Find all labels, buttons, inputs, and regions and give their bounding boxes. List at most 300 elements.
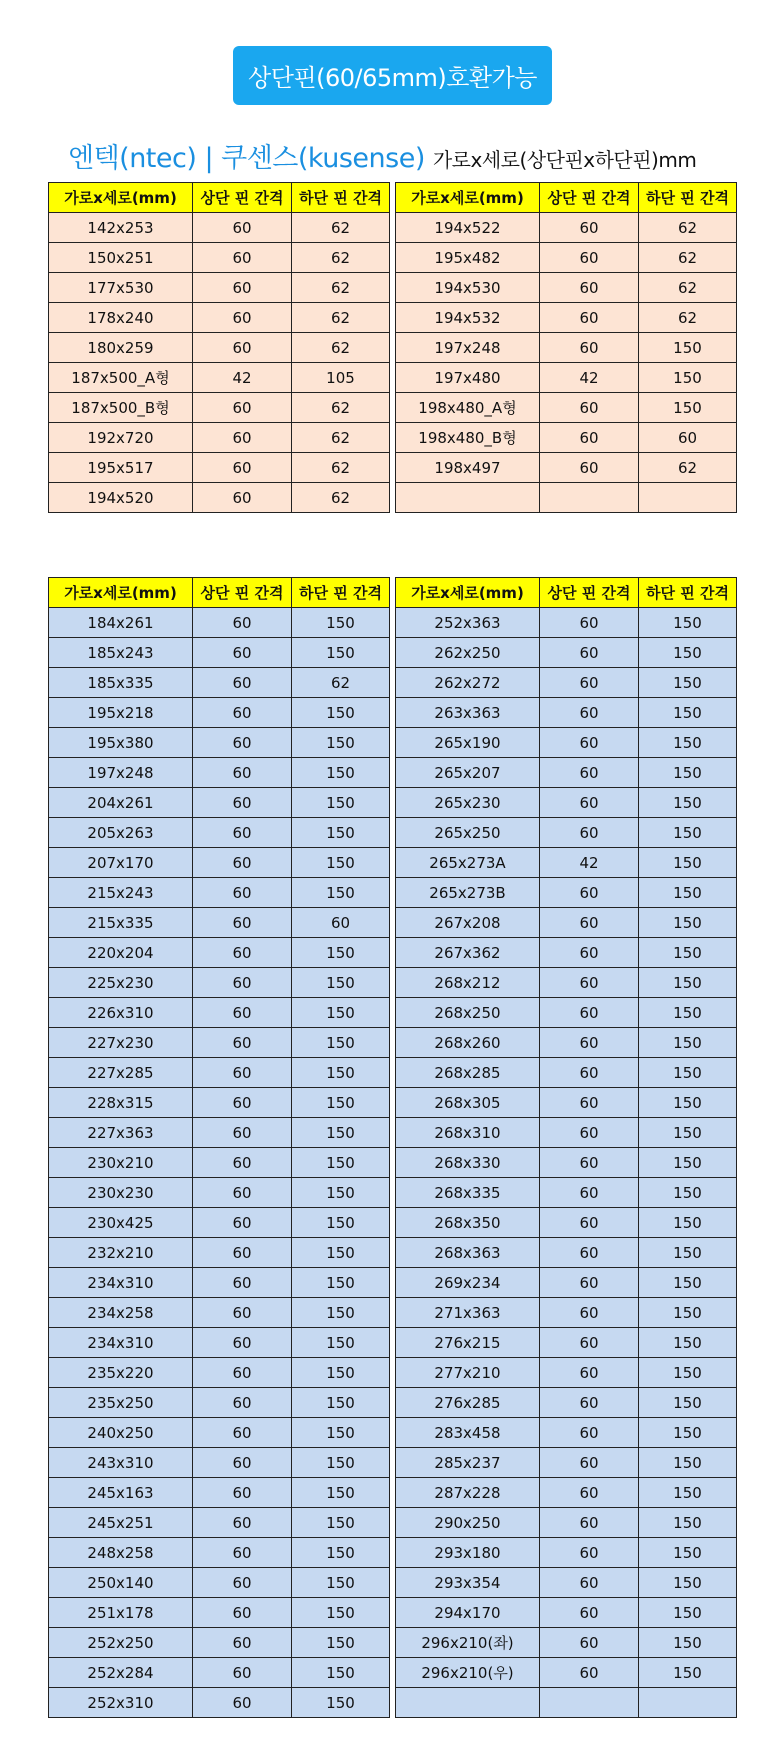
cell-bottom-pin: 150 bbox=[639, 638, 737, 668]
table-row bbox=[49, 303, 390, 333]
cell-top-pin: 60 bbox=[540, 1508, 639, 1538]
cell-bottom-pin: 62 bbox=[292, 273, 390, 303]
cell-top-pin: 60 bbox=[193, 1298, 292, 1328]
cell-size: 198x480_B형 bbox=[396, 423, 540, 453]
cell-size: 293x180 bbox=[396, 1538, 540, 1568]
cell-top-pin: 60 bbox=[540, 668, 639, 698]
cell-size: 245x163 bbox=[49, 1478, 193, 1508]
table-row bbox=[49, 213, 390, 243]
cell-top-pin: 60 bbox=[540, 1208, 639, 1238]
table-row bbox=[49, 698, 390, 728]
cell-top-pin: 60 bbox=[193, 788, 292, 818]
brand-title: 엔텍(ntec) | 쿠센스(kusense) bbox=[68, 143, 425, 174]
cell-size: 287x228 bbox=[396, 1478, 540, 1508]
cell-bottom-pin: 150 bbox=[292, 878, 390, 908]
cell-bottom-pin: 150 bbox=[639, 1508, 737, 1538]
cell-size: 150x251 bbox=[49, 243, 193, 273]
cell-bottom-pin: 150 bbox=[292, 788, 390, 818]
cell-bottom-pin: 150 bbox=[639, 1628, 737, 1658]
cell-size: 265x250 bbox=[396, 818, 540, 848]
cell-top-pin: 60 bbox=[540, 393, 639, 423]
cell-top-pin: 60 bbox=[193, 423, 292, 453]
cell-top-pin: 60 bbox=[540, 1628, 639, 1658]
cell-top-pin: 60 bbox=[193, 333, 292, 363]
header-bottom-pin: 하단 핀 간격 bbox=[639, 183, 737, 213]
cell-size: 230x230 bbox=[49, 1178, 193, 1208]
cell-bottom-pin: 150 bbox=[639, 788, 737, 818]
cell-top-pin: 60 bbox=[193, 638, 292, 668]
cell-top-pin: 60 bbox=[193, 1208, 292, 1238]
cell-top-pin: 60 bbox=[193, 878, 292, 908]
cell-top-pin: 60 bbox=[193, 393, 292, 423]
table-row bbox=[49, 1328, 390, 1358]
cell-bottom-pin: 150 bbox=[639, 363, 737, 393]
cell-top-pin: 60 bbox=[193, 668, 292, 698]
cell-size: 268x260 bbox=[396, 1028, 540, 1058]
cell-size: 252x363 bbox=[396, 608, 540, 638]
cell-top-pin: 60 bbox=[193, 1508, 292, 1538]
cell-size: 271x363 bbox=[396, 1298, 540, 1328]
table-row bbox=[49, 273, 390, 303]
table-row bbox=[49, 848, 390, 878]
cell-bottom-pin: 150 bbox=[639, 1148, 737, 1178]
table-row bbox=[396, 878, 737, 908]
cell-top-pin: 60 bbox=[193, 1238, 292, 1268]
cell-size: 195x517 bbox=[49, 453, 193, 483]
cell-bottom-pin: 60 bbox=[639, 423, 737, 453]
cell-bottom-pin: 150 bbox=[292, 818, 390, 848]
cell-top-pin: 60 bbox=[540, 638, 639, 668]
cell-size: 243x310 bbox=[49, 1448, 193, 1478]
table-row bbox=[49, 1268, 390, 1298]
cell-top-pin: 60 bbox=[193, 938, 292, 968]
cell-size: 251x178 bbox=[49, 1598, 193, 1628]
cell-size: 215x335 bbox=[49, 908, 193, 938]
cell-size: 234x258 bbox=[49, 1298, 193, 1328]
cell-size: 220x204 bbox=[49, 938, 193, 968]
cell-bottom-pin: 62 bbox=[639, 273, 737, 303]
cell-bottom-pin: 150 bbox=[292, 1568, 390, 1598]
cell-bottom-pin: 150 bbox=[292, 1538, 390, 1568]
table-row bbox=[396, 1478, 737, 1508]
table-row bbox=[396, 998, 737, 1028]
cell-size: 195x380 bbox=[49, 728, 193, 758]
cell-bottom-pin: 150 bbox=[292, 1478, 390, 1508]
table-row bbox=[396, 818, 737, 848]
cell-size: 194x530 bbox=[396, 273, 540, 303]
cell-size: 262x272 bbox=[396, 668, 540, 698]
cell-size: 198x480_A형 bbox=[396, 393, 540, 423]
table-row bbox=[396, 1298, 737, 1328]
cell-top-pin: 60 bbox=[540, 1538, 639, 1568]
cell-size: 180x259 bbox=[49, 333, 193, 363]
cell-size: 276x285 bbox=[396, 1388, 540, 1418]
cell-size: 252x310 bbox=[49, 1688, 193, 1718]
cell-top-pin: 60 bbox=[540, 878, 639, 908]
cell-bottom-pin: 150 bbox=[639, 1358, 737, 1388]
cell-top-pin: 60 bbox=[540, 1388, 639, 1418]
table-row bbox=[396, 1058, 737, 1088]
cell-bottom-pin: 150 bbox=[639, 1388, 737, 1418]
table-row bbox=[396, 363, 737, 393]
cell-size: 207x170 bbox=[49, 848, 193, 878]
cell-bottom-pin: 150 bbox=[292, 1508, 390, 1538]
cell-size: 192x720 bbox=[49, 423, 193, 453]
cell-bottom-pin: 150 bbox=[292, 1658, 390, 1688]
table-row bbox=[49, 1508, 390, 1538]
cell-top-pin: 60 bbox=[193, 1418, 292, 1448]
cell-size: 263x363 bbox=[396, 698, 540, 728]
cell-bottom-pin: 150 bbox=[639, 698, 737, 728]
cell-top-pin: 60 bbox=[540, 938, 639, 968]
cell-bottom-pin: 62 bbox=[292, 483, 390, 513]
table-row bbox=[49, 728, 390, 758]
cell-bottom-pin: 150 bbox=[292, 1178, 390, 1208]
table-row bbox=[49, 1088, 390, 1118]
cell-bottom-pin: 150 bbox=[292, 968, 390, 998]
cell-top-pin: 60 bbox=[540, 1598, 639, 1628]
cell-size: 296x210(우) bbox=[396, 1658, 540, 1688]
table-row bbox=[49, 998, 390, 1028]
cell-size: 178x240 bbox=[49, 303, 193, 333]
cell-bottom-pin: 150 bbox=[292, 1028, 390, 1058]
cell-size: 194x522 bbox=[396, 213, 540, 243]
cell-top-pin: 60 bbox=[193, 483, 292, 513]
cell-top-pin: 60 bbox=[540, 1148, 639, 1178]
cell-bottom-pin: 150 bbox=[639, 1028, 737, 1058]
cell-size: 268x250 bbox=[396, 998, 540, 1028]
cell-top-pin: 60 bbox=[540, 423, 639, 453]
dimension-spec-label: 가로x세로(상단핀x하단핀)mm bbox=[432, 148, 697, 172]
table-row bbox=[49, 1208, 390, 1238]
cell-bottom-pin: 150 bbox=[639, 878, 737, 908]
table-row bbox=[396, 608, 737, 638]
cell-bottom-pin: 150 bbox=[639, 758, 737, 788]
cell-top-pin: 42 bbox=[540, 848, 639, 878]
table-row bbox=[49, 333, 390, 363]
cell-bottom-pin: 105 bbox=[292, 363, 390, 393]
cell-size: 235x220 bbox=[49, 1358, 193, 1388]
table-row bbox=[49, 1598, 390, 1628]
cell-size: 215x243 bbox=[49, 878, 193, 908]
cell-top-pin: 60 bbox=[193, 453, 292, 483]
cell-top-pin: 60 bbox=[540, 818, 639, 848]
cell-bottom-pin: 150 bbox=[292, 848, 390, 878]
cell-top-pin: 60 bbox=[540, 1658, 639, 1688]
cell-top-pin: 60 bbox=[193, 758, 292, 788]
table-row bbox=[49, 423, 390, 453]
cell-top-pin: 60 bbox=[193, 1388, 292, 1418]
cell-top-pin: 42 bbox=[193, 363, 292, 393]
cell-size: 252x250 bbox=[49, 1628, 193, 1658]
cell-size: 234x310 bbox=[49, 1268, 193, 1298]
cell-size: 226x310 bbox=[49, 998, 193, 1028]
cell-size: 245x251 bbox=[49, 1508, 193, 1538]
cell-bottom-pin: 150 bbox=[292, 758, 390, 788]
cell-size: 194x532 bbox=[396, 303, 540, 333]
cell-top-pin: 60 bbox=[540, 968, 639, 998]
cell-top-pin: 60 bbox=[193, 1148, 292, 1178]
cell-size: 285x237 bbox=[396, 1448, 540, 1478]
table-row bbox=[49, 483, 390, 513]
cell-top-pin bbox=[540, 1688, 639, 1718]
cell-size: 177x530 bbox=[49, 273, 193, 303]
cell-size: 252x284 bbox=[49, 1658, 193, 1688]
cell-size: 142x253 bbox=[49, 213, 193, 243]
cell-bottom-pin: 150 bbox=[292, 1298, 390, 1328]
header-bottom-pin: 하단 핀 간격 bbox=[292, 183, 390, 213]
cell-size: 268x330 bbox=[396, 1148, 540, 1178]
cell-top-pin: 60 bbox=[193, 273, 292, 303]
cell-top-pin: 60 bbox=[540, 1328, 639, 1358]
cell-bottom-pin: 60 bbox=[292, 908, 390, 938]
table-row bbox=[49, 1118, 390, 1148]
table-row bbox=[49, 1628, 390, 1658]
table-row bbox=[396, 1178, 737, 1208]
cell-size: 265x273B bbox=[396, 878, 540, 908]
cell-top-pin: 60 bbox=[540, 1058, 639, 1088]
cell-size: 265x273A bbox=[396, 848, 540, 878]
table-row bbox=[49, 1418, 390, 1448]
cell-bottom-pin: 150 bbox=[292, 1418, 390, 1448]
cell-bottom-pin: 150 bbox=[639, 1328, 737, 1358]
cell-bottom-pin: 150 bbox=[639, 333, 737, 363]
table-row bbox=[396, 638, 737, 668]
header-bottom-pin: 하단 핀 간격 bbox=[292, 578, 390, 608]
table-row bbox=[396, 758, 737, 788]
cell-size: 267x362 bbox=[396, 938, 540, 968]
cell-top-pin: 60 bbox=[540, 303, 639, 333]
table-row bbox=[396, 1658, 737, 1688]
cell-size: 227x230 bbox=[49, 1028, 193, 1058]
table-row bbox=[396, 1388, 737, 1418]
cell-top-pin: 42 bbox=[540, 363, 639, 393]
table-row bbox=[49, 1568, 390, 1598]
table-row bbox=[49, 363, 390, 393]
cell-top-pin: 60 bbox=[540, 1238, 639, 1268]
cell-bottom-pin: 150 bbox=[639, 608, 737, 638]
cell-size: 268x350 bbox=[396, 1208, 540, 1238]
table-row bbox=[49, 818, 390, 848]
cell-top-pin bbox=[540, 483, 639, 513]
cell-size bbox=[396, 483, 540, 513]
cell-top-pin: 60 bbox=[540, 1478, 639, 1508]
cell-bottom-pin: 150 bbox=[639, 818, 737, 848]
cell-top-pin: 60 bbox=[193, 1448, 292, 1478]
header-size: 가로x세로(mm) bbox=[49, 578, 193, 608]
cell-top-pin: 60 bbox=[193, 1628, 292, 1658]
cell-bottom-pin: 150 bbox=[292, 1118, 390, 1148]
cell-size: 187x500_B형 bbox=[49, 393, 193, 423]
cell-top-pin: 60 bbox=[193, 908, 292, 938]
cell-size: 262x250 bbox=[396, 638, 540, 668]
table-row bbox=[396, 1508, 737, 1538]
cell-top-pin: 60 bbox=[540, 1568, 639, 1598]
cell-top-pin: 60 bbox=[193, 1538, 292, 1568]
table-row bbox=[396, 423, 737, 453]
cell-top-pin: 60 bbox=[193, 608, 292, 638]
table-row bbox=[49, 1658, 390, 1688]
cell-bottom-pin: 150 bbox=[292, 938, 390, 968]
table-row bbox=[396, 1598, 737, 1628]
cell-bottom-pin: 150 bbox=[639, 848, 737, 878]
cell-bottom-pin: 62 bbox=[639, 453, 737, 483]
cell-size: 296x210(좌) bbox=[396, 1628, 540, 1658]
table1-left bbox=[48, 182, 390, 513]
cell-size: 197x480 bbox=[396, 363, 540, 393]
cell-top-pin: 60 bbox=[540, 333, 639, 363]
cell-top-pin: 60 bbox=[193, 303, 292, 333]
cell-bottom-pin: 150 bbox=[292, 1448, 390, 1478]
cell-bottom-pin: 150 bbox=[639, 938, 737, 968]
cell-size: 234x310 bbox=[49, 1328, 193, 1358]
cell-top-pin: 60 bbox=[193, 848, 292, 878]
cell-size: 227x285 bbox=[49, 1058, 193, 1088]
cell-bottom-pin: 150 bbox=[292, 1598, 390, 1628]
header-size: 가로x세로(mm) bbox=[396, 183, 540, 213]
cell-top-pin: 60 bbox=[193, 1088, 292, 1118]
cell-bottom-pin: 150 bbox=[639, 1448, 737, 1478]
table-row bbox=[396, 1208, 737, 1238]
cell-size: 228x315 bbox=[49, 1088, 193, 1118]
cell-top-pin: 60 bbox=[540, 1178, 639, 1208]
cell-bottom-pin: 150 bbox=[292, 1628, 390, 1658]
cell-top-pin: 60 bbox=[193, 698, 292, 728]
cell-size: 197x248 bbox=[49, 758, 193, 788]
cell-size: 235x250 bbox=[49, 1388, 193, 1418]
cell-top-pin: 60 bbox=[193, 1358, 292, 1388]
cell-bottom-pin bbox=[639, 483, 737, 513]
cell-bottom-pin: 150 bbox=[639, 1268, 737, 1298]
cell-bottom-pin: 150 bbox=[639, 1538, 737, 1568]
cell-bottom-pin: 62 bbox=[639, 303, 737, 333]
cell-bottom-pin: 150 bbox=[639, 1058, 737, 1088]
cell-size: 290x250 bbox=[396, 1508, 540, 1538]
cell-top-pin: 60 bbox=[540, 243, 639, 273]
cell-size: 194x520 bbox=[49, 483, 193, 513]
cell-bottom-pin: 150 bbox=[639, 1658, 737, 1688]
cell-size: 268x363 bbox=[396, 1238, 540, 1268]
cell-size: 184x261 bbox=[49, 608, 193, 638]
table-row bbox=[49, 908, 390, 938]
cell-bottom-pin: 150 bbox=[639, 728, 737, 758]
cell-size: 277x210 bbox=[396, 1358, 540, 1388]
table-row bbox=[396, 1118, 737, 1148]
cell-size: 276x215 bbox=[396, 1328, 540, 1358]
cell-top-pin: 60 bbox=[540, 1358, 639, 1388]
table-row bbox=[396, 1418, 737, 1448]
cell-top-pin: 60 bbox=[540, 1268, 639, 1298]
cell-bottom-pin: 150 bbox=[639, 1478, 737, 1508]
cell-bottom-pin: 150 bbox=[639, 1568, 737, 1598]
table-row bbox=[49, 788, 390, 818]
cell-top-pin: 60 bbox=[193, 1328, 292, 1358]
cell-top-pin: 60 bbox=[193, 998, 292, 1028]
table-row bbox=[396, 938, 737, 968]
cell-bottom-pin: 150 bbox=[639, 1178, 737, 1208]
table-row bbox=[49, 608, 390, 638]
table-row bbox=[396, 1628, 737, 1658]
cell-top-pin: 60 bbox=[540, 758, 639, 788]
cell-top-pin: 60 bbox=[540, 698, 639, 728]
table-row bbox=[396, 848, 737, 878]
cell-size: 187x500_A형 bbox=[49, 363, 193, 393]
table-row bbox=[396, 273, 737, 303]
cell-bottom-pin: 62 bbox=[292, 333, 390, 363]
cell-bottom-pin: 150 bbox=[292, 1688, 390, 1718]
cell-bottom-pin: 150 bbox=[639, 393, 737, 423]
cell-bottom-pin: 62 bbox=[292, 423, 390, 453]
table-row bbox=[396, 668, 737, 698]
cell-size: 250x140 bbox=[49, 1568, 193, 1598]
cell-size: 268x335 bbox=[396, 1178, 540, 1208]
header-top-pin: 상단 핀 간격 bbox=[540, 578, 639, 608]
cell-bottom-pin: 150 bbox=[292, 998, 390, 1028]
cell-top-pin: 60 bbox=[540, 273, 639, 303]
header-top-pin: 상단 핀 간격 bbox=[540, 183, 639, 213]
cell-bottom-pin: 150 bbox=[292, 638, 390, 668]
cell-top-pin: 60 bbox=[193, 1658, 292, 1688]
table-row bbox=[49, 1478, 390, 1508]
cell-bottom-pin: 150 bbox=[639, 968, 737, 998]
cell-top-pin: 60 bbox=[540, 608, 639, 638]
cell-top-pin: 60 bbox=[540, 213, 639, 243]
table-row bbox=[396, 1568, 737, 1598]
cell-top-pin: 60 bbox=[193, 1028, 292, 1058]
cell-size: 293x354 bbox=[396, 1568, 540, 1598]
table-row bbox=[396, 968, 737, 998]
cell-bottom-pin: 150 bbox=[639, 1208, 737, 1238]
cell-top-pin: 60 bbox=[193, 1568, 292, 1598]
cell-bottom-pin: 62 bbox=[639, 213, 737, 243]
cell-bottom-pin: 150 bbox=[292, 1358, 390, 1388]
cell-size: 185x243 bbox=[49, 638, 193, 668]
cell-size: 195x482 bbox=[396, 243, 540, 273]
cell-bottom-pin: 62 bbox=[292, 668, 390, 698]
cell-top-pin: 60 bbox=[540, 1088, 639, 1118]
table-row bbox=[396, 1148, 737, 1178]
cell-bottom-pin: 150 bbox=[639, 1088, 737, 1118]
cell-bottom-pin: 62 bbox=[639, 243, 737, 273]
cell-size: 265x190 bbox=[396, 728, 540, 758]
table-row bbox=[49, 453, 390, 483]
cell-bottom-pin: 150 bbox=[292, 728, 390, 758]
cell-top-pin: 60 bbox=[540, 788, 639, 818]
cell-size: 248x258 bbox=[49, 1538, 193, 1568]
cell-top-pin: 60 bbox=[540, 1028, 639, 1058]
cell-bottom-pin: 150 bbox=[292, 1388, 390, 1418]
cell-top-pin: 60 bbox=[193, 968, 292, 998]
cell-size: 269x234 bbox=[396, 1268, 540, 1298]
table-row bbox=[49, 1538, 390, 1568]
cell-bottom-pin: 150 bbox=[292, 608, 390, 638]
cell-bottom-pin: 150 bbox=[639, 1238, 737, 1268]
cell-bottom-pin: 150 bbox=[292, 1268, 390, 1298]
cell-top-pin: 60 bbox=[193, 1268, 292, 1298]
table-row bbox=[396, 1268, 737, 1298]
cell-top-pin: 60 bbox=[193, 1118, 292, 1148]
brand-line bbox=[68, 136, 768, 176]
cell-size: 294x170 bbox=[396, 1598, 540, 1628]
cell-bottom-pin: 150 bbox=[292, 698, 390, 728]
cell-top-pin: 60 bbox=[193, 1058, 292, 1088]
cell-top-pin: 60 bbox=[540, 1448, 639, 1478]
cell-bottom-pin: 62 bbox=[292, 303, 390, 333]
table-row bbox=[49, 243, 390, 273]
table-row bbox=[49, 1448, 390, 1478]
cell-top-pin: 60 bbox=[540, 998, 639, 1028]
cell-top-pin: 60 bbox=[193, 818, 292, 848]
